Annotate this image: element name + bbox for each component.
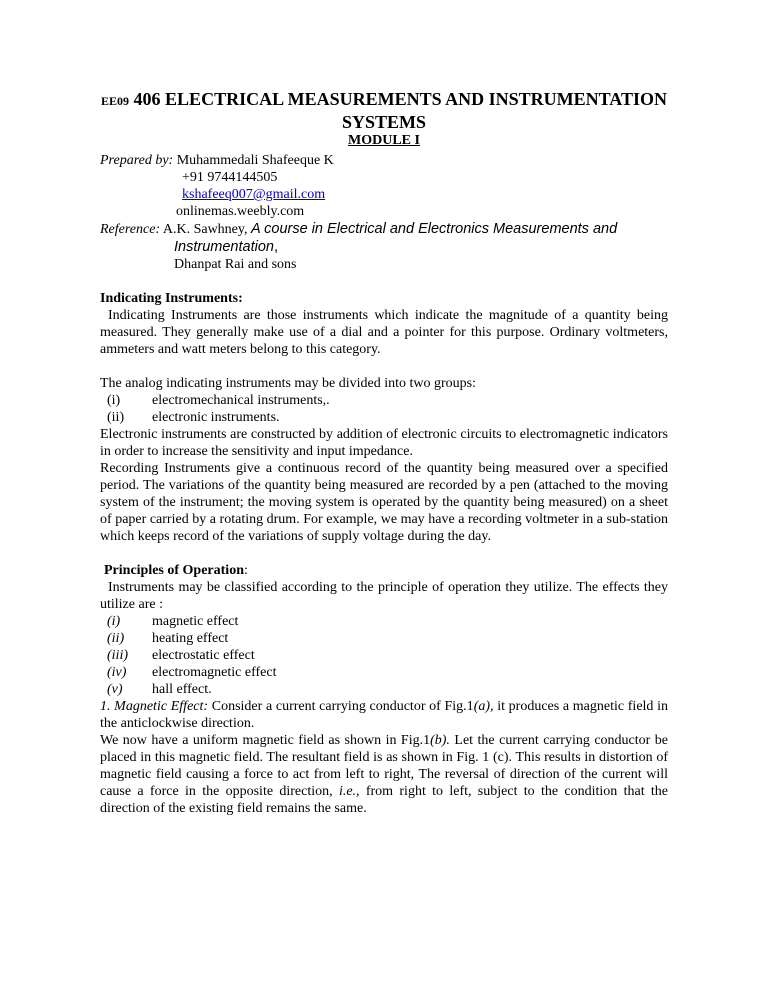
list-item: (ii) electronic instruments.	[107, 410, 280, 425]
document-title	[80, 89, 688, 133]
paragraph: Recording Instruments give a continuous record of the quantity being measured over a specified period. The variations of the quantity being measured are recorded by a pen (attached to the moving system of the instrument; the moving system is operated by the quantity being measured) on a sheet of paper carried by a rotating drum. For example, we may have a recording voltmeter in a sub-station which keeps record of the variations of supply voltage during the day.	[100, 461, 668, 544]
publisher: Dhanpat Rai and sons	[174, 257, 297, 272]
paragraph: Indicating Instruments are those instruments which indicate the magnitude of a quantity being measured. They generally make use of a dial and a pointer for this purpose. Ordinary voltmeters, ammeters and watt meters belong to this category.	[100, 308, 668, 357]
prepared-by-line	[100, 153, 334, 169]
reference-line	[100, 221, 617, 238]
list-item: (i) electromechanical instruments,.	[107, 393, 330, 408]
book-title-line-1: A course in Electrical and Electronics Measurements and	[250, 221, 618, 237]
reference-label: Reference:	[100, 222, 161, 237]
paragraph: The analog indicating instruments may be divided into two groups:	[100, 376, 476, 391]
paragraph-magnetic-effect: 1. Magnetic Effect: Consider a current carrying conductor of Fig.1(a), it produces a magnetic field in the anticlockwise direction.	[100, 699, 668, 731]
paragraph: Instruments may be classified according to the principle of operation they utilize. The effects they utilize are :	[100, 580, 668, 612]
section-heading: Principles of Operation:	[104, 563, 248, 578]
list-item: (i) magnetic effect	[107, 614, 239, 629]
reference-author: A.K. Sawhney,	[162, 222, 248, 237]
title-line-2: SYSTEMS	[341, 112, 427, 132]
author-phone: +91 9744144505	[182, 170, 278, 185]
paragraph: Electronic instruments are constructed by addition of electronic circuits to electromagnetic indicators in order to increase the sensitivity and input impedance.	[100, 427, 668, 459]
list-item: (iii) electrostatic effect	[107, 648, 255, 663]
list-item: (ii) heating effect	[107, 631, 229, 646]
author-name: Muhammedali Shafeeque K	[176, 153, 334, 168]
paragraph-uniform-field: We now have a uniform magnetic field as shown in Fig.1(b). Let the current carrying conductor be placed in this magnetic field. The resultant field is as shown in Fig. 1 (c). This results in distortion of magnetic field causing a force to act from left to right, The reversal of direction of the current will cause a force in the opposite direction, i.e., from right to left, subject to the condition that the direction of the existing field remains the same.	[100, 733, 668, 816]
book-title-line-2: Instrumentation	[174, 239, 274, 255]
prepared-by-label: Prepared by:	[100, 153, 174, 168]
section-heading: Indicating Instruments:	[100, 291, 243, 306]
list-item: (iv) electromagnetic effect	[107, 665, 277, 680]
author-email-link[interactable]: kshafeeq007@gmail.com	[182, 187, 326, 202]
module-heading: MODULE I	[348, 133, 420, 148]
effects-list	[100, 613, 668, 698]
section-indicating-instruments	[100, 290, 668, 545]
section-principles-of-operation	[100, 562, 668, 817]
author-website: onlinemas.weebly.com	[176, 204, 305, 219]
instrument-groups-list	[100, 392, 668, 426]
list-item: (v) hall effect.	[107, 682, 212, 697]
reference-line-2: Instrumentation,	[174, 239, 278, 255]
course-code: EE09	[101, 94, 130, 108]
title-line-1: 406 ELECTRICAL MEASUREMENTS AND INSTRUMENTATION	[133, 89, 667, 109]
